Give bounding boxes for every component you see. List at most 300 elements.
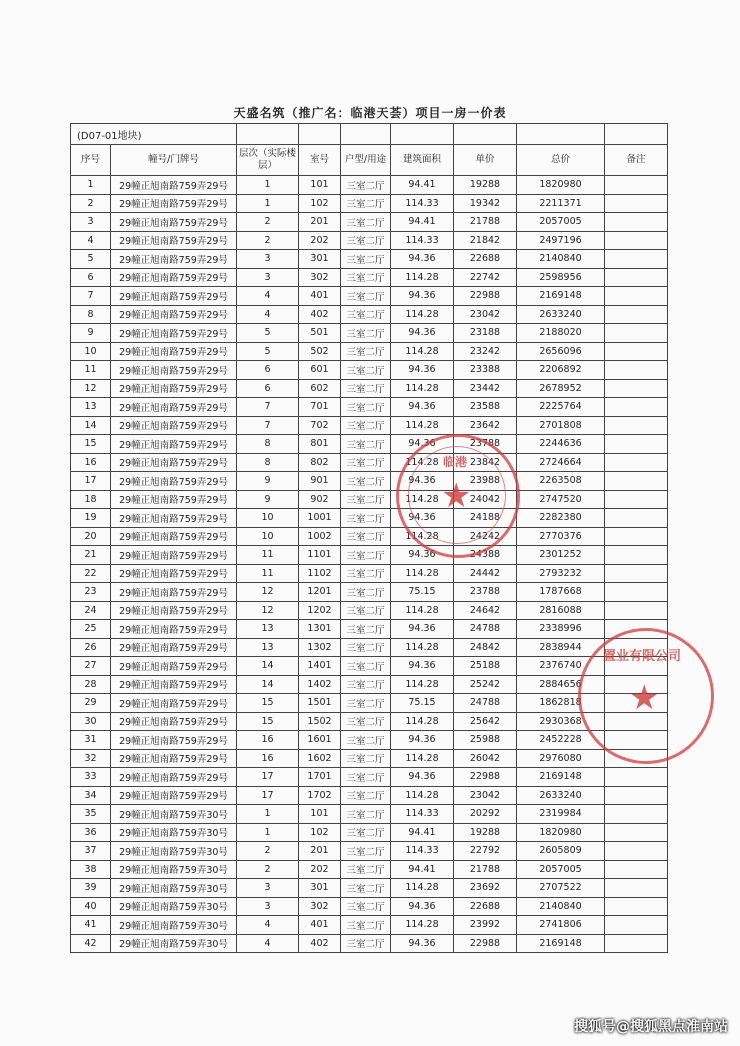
table-cell: 三室二厅: [341, 638, 391, 657]
table-cell: 301: [299, 879, 341, 898]
table-cell: 三室二厅: [341, 657, 391, 676]
table-cell: 7: [71, 287, 111, 306]
table-cell: 94.36: [391, 897, 454, 916]
table-cell: 1: [71, 176, 111, 195]
table-cell: 701: [299, 398, 341, 417]
table-cell: 23588: [454, 398, 517, 417]
table-cell: 37: [71, 842, 111, 861]
table-cell: [605, 213, 668, 232]
table-cell: 4: [237, 287, 299, 306]
table-cell: 29幢正旭南路759弄29号: [111, 768, 237, 787]
table-row: [71, 268, 668, 287]
table-cell: 17: [71, 472, 111, 491]
table-cell: [605, 916, 668, 935]
table-cell: 2057005: [517, 860, 605, 879]
table-cell: 301: [299, 250, 341, 269]
table-cell: 12: [237, 583, 299, 602]
table-row: [71, 564, 668, 583]
table-cell: 30: [71, 712, 111, 731]
table-cell: 23188: [454, 324, 517, 343]
table-cell: 三室二厅: [341, 453, 391, 472]
table-cell: [605, 305, 668, 324]
table-cell: 2282380: [517, 509, 605, 528]
table-cell: 114.28: [391, 416, 454, 435]
table-cell: 三室二厅: [341, 749, 391, 768]
column-header: 室号: [299, 145, 341, 176]
table-cell: 1820980: [517, 176, 605, 195]
table-cell: 94.41: [391, 176, 454, 195]
table-cell: [605, 268, 668, 287]
table-cell: 114.28: [391, 601, 454, 620]
table-cell: 2497196: [517, 231, 605, 250]
table-cell: 21: [71, 546, 111, 565]
table-cell: 2338996: [517, 620, 605, 639]
table-cell: 94.36: [391, 731, 454, 750]
table-cell: [605, 897, 668, 916]
table-cell: 三室二厅: [341, 620, 391, 639]
table-cell: 802: [299, 453, 341, 472]
header-row: [71, 145, 668, 176]
table-cell: 29幢正旭南路759弄30号: [111, 916, 237, 935]
table-cell: [605, 527, 668, 546]
table-cell: 3: [237, 879, 299, 898]
table-cell: 42: [71, 934, 111, 953]
table-cell: 75.15: [391, 694, 454, 713]
table-cell: 2707522: [517, 879, 605, 898]
table-cell: 29幢正旭南路759弄29号: [111, 213, 237, 232]
table-cell: 23842: [454, 453, 517, 472]
table-cell: 21788: [454, 213, 517, 232]
table-row: [71, 786, 668, 805]
table-cell: 10: [237, 527, 299, 546]
table-cell: 29幢正旭南路759弄29号: [111, 416, 237, 435]
table-row: [71, 231, 668, 250]
table-cell: 29幢正旭南路759弄30号: [111, 879, 237, 898]
table-cell: 94.36: [391, 657, 454, 676]
table-cell: [605, 564, 668, 583]
seal-text: 置业有限公司: [603, 649, 682, 664]
table-cell: 29幢正旭南路759弄30号: [111, 897, 237, 916]
table-cell: 2724664: [517, 453, 605, 472]
table-cell: 502: [299, 342, 341, 361]
table-cell: 三室二厅: [341, 268, 391, 287]
table-cell: 114.28: [391, 268, 454, 287]
table-cell: 8: [71, 305, 111, 324]
table-cell: 29幢正旭南路759弄29号: [111, 749, 237, 768]
table-cell: 16: [237, 731, 299, 750]
table-cell: 4: [237, 305, 299, 324]
table-cell: 29幢正旭南路759弄29号: [111, 342, 237, 361]
table-cell: 29幢正旭南路759弄29号: [111, 435, 237, 454]
table-cell: 6: [237, 361, 299, 380]
table-row: [71, 416, 668, 435]
table-cell: 24042: [454, 490, 517, 509]
table-cell: 2838944: [517, 638, 605, 657]
table-cell: 23388: [454, 361, 517, 380]
table-cell: 2: [237, 213, 299, 232]
table-cell: 29幢正旭南路759弄29号: [111, 176, 237, 195]
table-cell: 29幢正旭南路759弄29号: [111, 546, 237, 565]
table-cell: 1401: [299, 657, 341, 676]
table-row: [71, 805, 668, 824]
column-header: 序号: [71, 145, 111, 176]
table-cell: 2301252: [517, 546, 605, 565]
table-cell: 202: [299, 860, 341, 879]
table-cell: 三室二厅: [341, 564, 391, 583]
table-cell: 29幢正旭南路759弄29号: [111, 490, 237, 509]
table-cell: 2816088: [517, 601, 605, 620]
table-cell: 2452228: [517, 731, 605, 750]
table-cell: 11: [237, 546, 299, 565]
document-title: 天盛名筑（推广名：临港天荟）项目一房一价表: [233, 106, 507, 120]
table-cell: 302: [299, 268, 341, 287]
table-row: [71, 509, 668, 528]
table-cell: 21842: [454, 231, 517, 250]
table-cell: 94.41: [391, 823, 454, 842]
table-cell: 三室二厅: [341, 398, 391, 417]
table-cell: 三室二厅: [341, 324, 391, 343]
table-cell: 22688: [454, 250, 517, 269]
table-cell: 21788: [454, 860, 517, 879]
table-cell: 114.28: [391, 305, 454, 324]
table-row: [71, 879, 668, 898]
table-cell: 24: [71, 601, 111, 620]
table-cell: 29幢正旭南路759弄29号: [111, 398, 237, 417]
table-cell: 94.36: [391, 361, 454, 380]
table-cell: 94.36: [391, 620, 454, 639]
table-cell: 1862818: [517, 694, 605, 713]
table-cell: [605, 768, 668, 787]
table-cell: 三室二厅: [341, 546, 391, 565]
table-cell: 24788: [454, 620, 517, 639]
seal-star-icon: ★: [629, 678, 660, 718]
table-cell: 23992: [454, 916, 517, 935]
table-cell: 三室二厅: [341, 305, 391, 324]
table-cell: 1102: [299, 564, 341, 583]
table-cell: 1601: [299, 731, 341, 750]
table-cell: 17: [237, 768, 299, 787]
table-cell: 114.28: [391, 490, 454, 509]
table-row: [71, 435, 668, 454]
table-cell: [605, 509, 668, 528]
table-cell: 29幢正旭南路759弄29号: [111, 287, 237, 306]
table-cell: 2678952: [517, 379, 605, 398]
table-cell: 三室二厅: [341, 213, 391, 232]
table-cell: 16: [237, 749, 299, 768]
table-cell: 702: [299, 416, 341, 435]
table-cell: 三室二厅: [341, 879, 391, 898]
table-cell: 114.33: [391, 231, 454, 250]
table-cell: 三室二厅: [341, 675, 391, 694]
table-cell: 29幢正旭南路759弄29号: [111, 453, 237, 472]
table-cell: 2140840: [517, 897, 605, 916]
table-cell: 2263508: [517, 472, 605, 491]
table-row: [71, 823, 668, 842]
table-cell: 27: [71, 657, 111, 676]
table-cell: 114.28: [391, 564, 454, 583]
table-cell: 4: [237, 934, 299, 953]
table-cell: 3: [237, 268, 299, 287]
table-cell: 24242: [454, 527, 517, 546]
seal-star-icon: ★: [441, 476, 472, 516]
table-cell: 23642: [454, 416, 517, 435]
table-cell: 2701808: [517, 416, 605, 435]
table-cell: 2633240: [517, 305, 605, 324]
table-cell: 1001: [299, 509, 341, 528]
table-cell: 2140840: [517, 250, 605, 269]
table-cell: 29幢正旭南路759弄29号: [111, 194, 237, 213]
table-cell: 3: [237, 897, 299, 916]
plot-label: (D07-01地块): [71, 124, 237, 145]
table-cell: 2770376: [517, 527, 605, 546]
table-cell: [605, 194, 668, 213]
table-cell: [605, 842, 668, 861]
official-seal-center: [396, 434, 520, 558]
table-cell: 2188020: [517, 324, 605, 343]
table-cell: 29幢正旭南路759弄29号: [111, 564, 237, 583]
table-cell: 23692: [454, 879, 517, 898]
table-cell: 2057005: [517, 213, 605, 232]
column-header: 单价: [454, 145, 517, 176]
table-cell: 401: [299, 287, 341, 306]
table-cell: 2: [237, 860, 299, 879]
table-cell: 9: [71, 324, 111, 343]
table-row: [71, 324, 668, 343]
table-row: [71, 842, 668, 861]
table-cell: 23788: [454, 435, 517, 454]
table-cell: 114.28: [391, 379, 454, 398]
table-cell: 22792: [454, 842, 517, 861]
table-cell: 4: [237, 916, 299, 935]
table-cell: 94.36: [391, 398, 454, 417]
table-cell: 801: [299, 435, 341, 454]
table-cell: 三室二厅: [341, 712, 391, 731]
table-cell: 34: [71, 786, 111, 805]
table-cell: 29: [71, 694, 111, 713]
table-cell: 29幢正旭南路759弄29号: [111, 305, 237, 324]
table-row: [71, 453, 668, 472]
price-table: [70, 123, 668, 953]
table-cell: 2169148: [517, 768, 605, 787]
table-cell: 29幢正旭南路759弄29号: [111, 509, 237, 528]
table-cell: 9: [237, 490, 299, 509]
table-cell: 29幢正旭南路759弄30号: [111, 805, 237, 824]
table-row: [71, 620, 668, 639]
table-cell: 29幢正旭南路759弄29号: [111, 786, 237, 805]
table-cell: [605, 601, 668, 620]
table-cell: 29幢正旭南路759弄29号: [111, 527, 237, 546]
table-cell: 94.36: [391, 768, 454, 787]
table-cell: [605, 805, 668, 824]
table-cell: 26: [71, 638, 111, 657]
table-cell: 三室二厅: [341, 934, 391, 953]
table-cell: 2: [237, 842, 299, 861]
table-cell: 201: [299, 213, 341, 232]
table-cell: 114.33: [391, 194, 454, 213]
table-cell: 5: [237, 342, 299, 361]
table-row: [71, 305, 668, 324]
table-cell: 402: [299, 305, 341, 324]
table-cell: 1002: [299, 527, 341, 546]
table-cell: 15: [237, 694, 299, 713]
table-cell: 25988: [454, 731, 517, 750]
table-cell: 1502: [299, 712, 341, 731]
watermark: 搜狐号@搜狐黑点淮南站: [574, 1019, 728, 1035]
table-cell: 202: [299, 231, 341, 250]
table-cell: 29幢正旭南路759弄29号: [111, 250, 237, 269]
table-cell: 901: [299, 472, 341, 491]
table-cell: 2169148: [517, 934, 605, 953]
table-cell: 102: [299, 823, 341, 842]
table-cell: 94.36: [391, 435, 454, 454]
table-cell: 11: [71, 361, 111, 380]
table-row: [71, 379, 668, 398]
table-cell: 11: [237, 564, 299, 583]
table-cell: [605, 324, 668, 343]
table-cell: [605, 287, 668, 306]
table-cell: 2598956: [517, 268, 605, 287]
table-cell: 102: [299, 194, 341, 213]
table-cell: 3: [237, 250, 299, 269]
table-cell: 8: [237, 435, 299, 454]
table-row: [71, 657, 668, 676]
table-cell: 29幢正旭南路759弄29号: [111, 361, 237, 380]
table-row: [71, 490, 668, 509]
table-cell: 三室二厅: [341, 786, 391, 805]
table-row: [71, 860, 668, 879]
table-cell: 1: [237, 805, 299, 824]
table-cell: 114.28: [391, 879, 454, 898]
table-cell: 29幢正旭南路759弄29号: [111, 712, 237, 731]
table-cell: [605, 546, 668, 565]
table-cell: 29幢正旭南路759弄29号: [111, 379, 237, 398]
table-cell: 25242: [454, 675, 517, 694]
table-cell: 2884656: [517, 675, 605, 694]
table-cell: 302: [299, 897, 341, 916]
table-cell: 3: [71, 213, 111, 232]
table-cell: 7: [237, 416, 299, 435]
table-cell: 23: [71, 583, 111, 602]
table-cell: 94.36: [391, 250, 454, 269]
table-cell: 三室二厅: [341, 805, 391, 824]
table-cell: [605, 435, 668, 454]
table-cell: 24388: [454, 546, 517, 565]
table-cell: 三室二厅: [341, 509, 391, 528]
table-cell: 25642: [454, 712, 517, 731]
table-cell: 94.36: [391, 509, 454, 528]
table-cell: 25188: [454, 657, 517, 676]
table-cell: 114.28: [391, 638, 454, 657]
table-row: [71, 731, 668, 750]
table-cell: 17: [237, 786, 299, 805]
table-cell: 29幢正旭南路759弄30号: [111, 860, 237, 879]
table-cell: 29幢正旭南路759弄30号: [111, 823, 237, 842]
table-cell: 33: [71, 768, 111, 787]
table-cell: 94.36: [391, 324, 454, 343]
table-cell: 1701: [299, 768, 341, 787]
table-cell: [605, 786, 668, 805]
table-cell: 三室二厅: [341, 287, 391, 306]
table-cell: 6: [71, 268, 111, 287]
table-cell: [605, 250, 668, 269]
table-cell: 94.36: [391, 934, 454, 953]
table-cell: 75.15: [391, 583, 454, 602]
table-cell: 1602: [299, 749, 341, 768]
table-cell: 1: [237, 823, 299, 842]
table-cell: 29幢正旭南路759弄29号: [111, 472, 237, 491]
table-cell: 7: [237, 398, 299, 417]
table-cell: 114.28: [391, 712, 454, 731]
table-cell: 2169148: [517, 287, 605, 306]
table-cell: 22988: [454, 934, 517, 953]
table-row: [71, 472, 668, 491]
table-cell: 9: [237, 472, 299, 491]
table-cell: 114.28: [391, 453, 454, 472]
table-cell: 101: [299, 176, 341, 195]
table-cell: 12: [71, 379, 111, 398]
table-row: [71, 638, 668, 657]
table-cell: 三室二厅: [341, 601, 391, 620]
table-cell: 16: [71, 453, 111, 472]
table-cell: 24842: [454, 638, 517, 657]
table-row: [71, 934, 668, 953]
table-cell: 114.28: [391, 527, 454, 546]
table-row: [71, 361, 668, 380]
table-cell: 19288: [454, 176, 517, 195]
table-cell: 24442: [454, 564, 517, 583]
table-cell: 2793232: [517, 564, 605, 583]
table-cell: 31: [71, 731, 111, 750]
table-row: [71, 916, 668, 935]
table-cell: 114.33: [391, 842, 454, 861]
table-cell: 114.28: [391, 749, 454, 768]
table-row: [71, 398, 668, 417]
table-cell: 14: [237, 657, 299, 676]
table-cell: 14: [237, 675, 299, 694]
table-cell: 18: [71, 490, 111, 509]
table-cell: 5: [71, 250, 111, 269]
table-cell: 601: [299, 361, 341, 380]
table-cell: 29幢正旭南路759弄29号: [111, 620, 237, 639]
table-cell: 三室二厅: [341, 823, 391, 842]
table-cell: 41: [71, 916, 111, 935]
table-cell: 23042: [454, 305, 517, 324]
table-cell: 94.36: [391, 287, 454, 306]
table-cell: [605, 416, 668, 435]
table-cell: 29幢正旭南路759弄29号: [111, 601, 237, 620]
table-cell: 39: [71, 879, 111, 898]
table-cell: [605, 453, 668, 472]
table-cell: 1: [237, 194, 299, 213]
table-cell: 2633240: [517, 786, 605, 805]
table-cell: 22988: [454, 287, 517, 306]
table-cell: 8: [237, 453, 299, 472]
company-seal-right: [578, 628, 714, 764]
table-cell: 2319984: [517, 805, 605, 824]
table-cell: 10: [71, 342, 111, 361]
table-cell: 三室二厅: [341, 361, 391, 380]
table-cell: 23442: [454, 379, 517, 398]
table-cell: 19: [71, 509, 111, 528]
table-cell: 三室二厅: [341, 416, 391, 435]
table-cell: 1101: [299, 546, 341, 565]
table-cell: 114.28: [391, 675, 454, 694]
table-cell: 1702: [299, 786, 341, 805]
table-cell: 三室二厅: [341, 860, 391, 879]
table-cell: 三室二厅: [341, 583, 391, 602]
table-row: [71, 176, 668, 195]
column-header: 备注: [605, 145, 668, 176]
